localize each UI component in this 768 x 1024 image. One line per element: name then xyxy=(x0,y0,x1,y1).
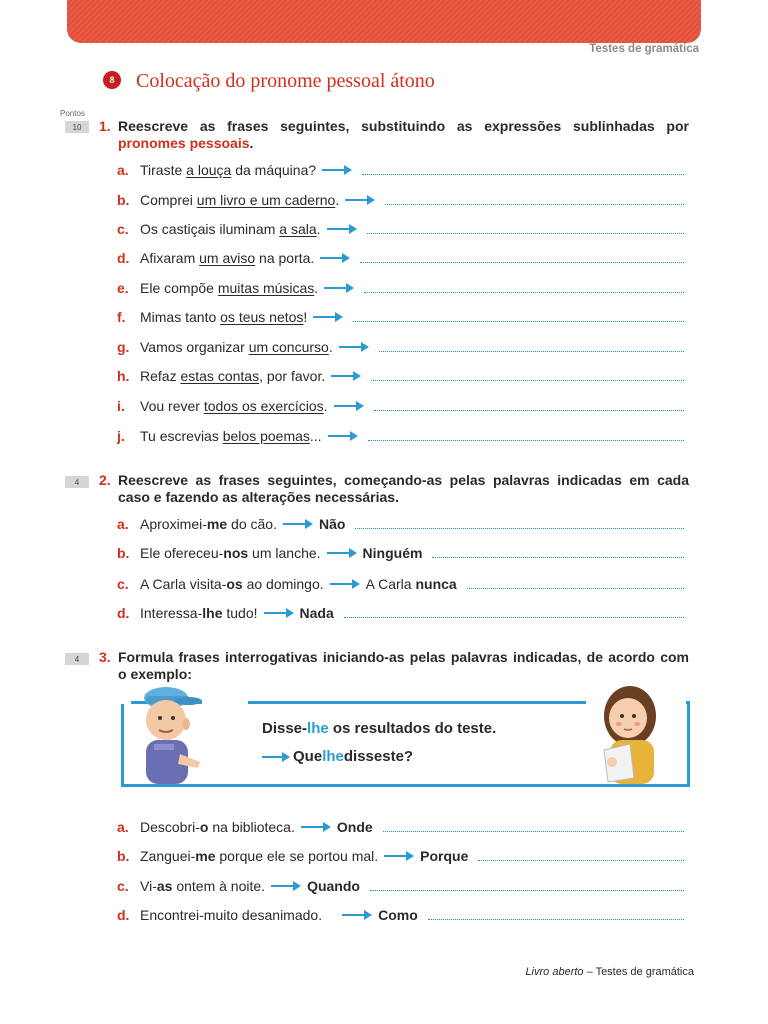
arrow-icon xyxy=(342,909,372,921)
example-sentence: Disse-lhe os resultados do teste. xyxy=(262,720,497,737)
answer-line[interactable] xyxy=(367,224,684,234)
question-text: Reescreve as frases seguintes, substituindo as expressões sublinhadas por pronomes pessoais. xyxy=(118,118,689,151)
answer-line[interactable] xyxy=(370,881,684,891)
item-sentence: Ele ofereceu-nos um lanche. xyxy=(140,545,321,561)
answer-line[interactable] xyxy=(374,401,684,411)
exercise-item xyxy=(117,876,684,896)
answer-line[interactable] xyxy=(360,253,684,263)
exercise-item xyxy=(117,817,684,837)
underlined-expression: um livro e um caderno xyxy=(196,192,336,208)
item-sentence: Os castiçais iluminam a sala. xyxy=(140,221,321,237)
item-sentence: Tiraste a louça da máquina? xyxy=(140,162,317,178)
item-sentence: Refaz estas contas, por favor. xyxy=(140,368,326,384)
item-letter: b. xyxy=(117,192,130,208)
arrow-icon xyxy=(262,751,290,763)
footer: Livro aberto – Testes de gramática xyxy=(525,966,694,978)
item-sentence: Vamos organizar um concurso. xyxy=(140,339,333,355)
item-letter: d. xyxy=(117,907,130,923)
points-box-q3: 4 xyxy=(65,653,89,665)
item-letter: c. xyxy=(117,878,129,894)
arrow-icon xyxy=(324,282,354,294)
underlined-expression: a sala xyxy=(279,221,317,237)
question-number: 2. xyxy=(99,472,111,488)
girl-illustration xyxy=(586,684,666,786)
question-number: 3. xyxy=(99,649,111,665)
section-number-badge: 8 xyxy=(103,71,121,89)
answer-line[interactable] xyxy=(355,519,684,529)
prompt-word: Nada xyxy=(299,605,334,621)
answer-line[interactable] xyxy=(362,165,684,175)
points-box-q1: 10 xyxy=(65,121,89,133)
item-letter: f. xyxy=(117,309,126,325)
answer-line[interactable] xyxy=(385,195,684,205)
item-letter: i. xyxy=(117,398,125,414)
item-letter: g. xyxy=(117,339,130,355)
question-2-heading xyxy=(99,472,689,506)
exercise-item xyxy=(117,307,684,327)
exercise-item xyxy=(117,396,684,416)
exercise-item xyxy=(117,278,684,298)
arrow-icon xyxy=(322,164,352,176)
header-band xyxy=(67,0,701,43)
item-sentence: Interessa-lhe tudo! xyxy=(140,605,258,621)
prompt-word: Quando xyxy=(307,878,360,894)
item-letter: d. xyxy=(117,605,130,621)
item-letter: d. xyxy=(117,250,130,266)
arrow-icon xyxy=(331,370,361,382)
arrow-icon xyxy=(330,578,360,590)
exercise-item xyxy=(117,190,684,210)
pronoun: me xyxy=(206,516,228,532)
points-label: Pontos xyxy=(60,109,85,118)
answer-line[interactable] xyxy=(432,548,684,558)
question-text: Reescreve as frases seguintes, começando-as pelas palavras indicadas em cada caso e fazendo as alterações necessárias. xyxy=(118,472,689,505)
exercise-item xyxy=(117,514,684,534)
item-letter: a. xyxy=(117,819,129,835)
underlined-expression: um aviso xyxy=(199,250,256,266)
item-sentence: Encontrei-muito desanimado. xyxy=(140,907,323,923)
exercise-item xyxy=(117,543,684,563)
item-letter: e. xyxy=(117,280,129,296)
underlined-expression: estas contas xyxy=(180,368,260,384)
answer-line[interactable] xyxy=(364,283,684,293)
arrow-icon xyxy=(313,311,343,323)
pronoun: lhe xyxy=(202,605,223,621)
arrow-icon xyxy=(339,341,369,353)
exercise-item xyxy=(117,905,684,925)
arrow-icon xyxy=(334,400,364,412)
answer-line[interactable] xyxy=(478,851,684,861)
question-1-heading xyxy=(99,118,689,152)
exercise-item xyxy=(117,574,684,594)
pronoun: as xyxy=(156,878,173,894)
item-letter: a. xyxy=(117,162,129,178)
item-letter: b. xyxy=(117,848,130,864)
example-box xyxy=(121,701,690,787)
example-answer: Que lhe disseste? xyxy=(262,748,413,765)
arrow-icon xyxy=(327,547,357,559)
answer-line[interactable] xyxy=(368,431,684,441)
pronoun: os xyxy=(226,576,243,592)
question-3-heading xyxy=(99,649,689,683)
question-number: 1. xyxy=(99,118,111,134)
underlined-expression: a louça xyxy=(186,162,232,178)
underlined-expression: belos poemas xyxy=(222,428,310,444)
underlined-expression: os teus netos xyxy=(220,309,304,325)
item-sentence: Afixaram um aviso na porta. xyxy=(140,250,315,266)
item-letter: a. xyxy=(117,516,129,532)
item-sentence: Ele compõe muitas músicas. xyxy=(140,280,319,296)
item-sentence: Vou rever todos os exercícios. xyxy=(140,398,328,414)
answer-line[interactable] xyxy=(379,342,684,352)
exercise-item xyxy=(117,846,684,866)
arrow-icon xyxy=(328,430,358,442)
item-sentence: A Carla visita-os ao domingo. xyxy=(140,576,324,592)
answer-line[interactable] xyxy=(353,312,684,322)
underlined-expression: todos os exercícios xyxy=(203,398,324,414)
answer-line[interactable] xyxy=(428,910,684,920)
header-label: Testes de gramática xyxy=(589,43,699,55)
exercise-item xyxy=(117,219,684,239)
item-sentence: Comprei um livro e um caderno. xyxy=(140,192,340,208)
item-sentence: Aproximei-me do cão. xyxy=(140,516,277,532)
item-letter: c. xyxy=(117,576,129,592)
prompt-word: Ninguém xyxy=(362,545,423,561)
arrow-icon xyxy=(327,223,357,235)
exercise-item xyxy=(117,603,684,623)
item-sentence: Mimas tanto os teus netos! xyxy=(140,309,308,325)
pronoun: o xyxy=(199,819,209,835)
exercise-item xyxy=(117,248,684,268)
prompt-word: Como xyxy=(378,907,418,923)
arrow-icon xyxy=(283,518,313,530)
prompt-word: A Carla nunca xyxy=(365,576,457,592)
question-text: Formula frases interrogativas iniciando-as pelas palavras indicadas, de acordo com o exemplo: xyxy=(118,649,689,682)
answer-line[interactable] xyxy=(383,822,684,832)
prompt-word: Onde xyxy=(336,819,373,835)
pronoun: me xyxy=(195,848,216,864)
item-letter: c. xyxy=(117,221,129,237)
underlined-expression: muitas músicas xyxy=(217,280,315,296)
prompt-word: Porque xyxy=(420,848,469,864)
item-sentence: Descobri-o na biblioteca. xyxy=(140,819,295,835)
item-letter: h. xyxy=(117,368,130,384)
item-letter: b. xyxy=(117,545,130,561)
arrow-icon xyxy=(345,194,375,206)
arrow-icon xyxy=(301,821,331,833)
underlined-expression: um concurso xyxy=(248,339,329,355)
arrow-icon xyxy=(264,607,294,619)
item-letter: j. xyxy=(117,428,125,444)
pronoun: nos xyxy=(223,545,249,561)
arrow-icon xyxy=(271,880,301,892)
exercise-item xyxy=(117,426,684,446)
boy-illustration xyxy=(128,684,208,786)
prompt-word: Não xyxy=(318,516,346,532)
item-sentence: Zanguei-me porque ele se portou mal. xyxy=(140,848,379,864)
exercise-item xyxy=(117,366,684,386)
answer-line[interactable] xyxy=(467,579,684,589)
section-title: Colocação do pronome pessoal átono xyxy=(136,70,435,92)
points-box-q2: 4 xyxy=(65,476,89,488)
exercise-item xyxy=(117,337,684,357)
item-sentence: Tu escrevias belos poemas... xyxy=(140,428,322,444)
answer-line[interactable] xyxy=(371,371,684,381)
item-sentence: Vi-as ontem à noite. xyxy=(140,878,266,894)
arrow-icon xyxy=(320,252,350,264)
arrow-icon xyxy=(384,850,414,862)
exercise-item xyxy=(117,160,684,180)
answer-line[interactable] xyxy=(344,608,684,618)
